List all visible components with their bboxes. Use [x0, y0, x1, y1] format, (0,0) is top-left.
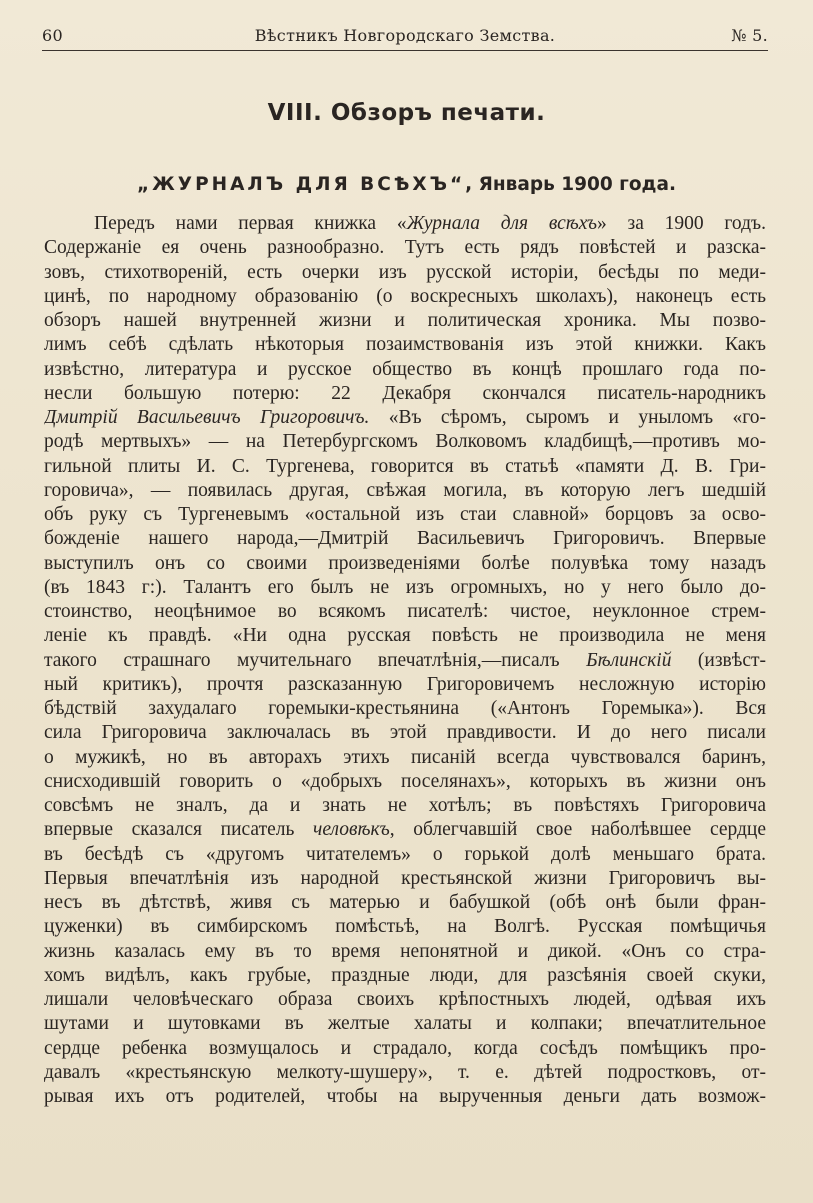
- text-segment: сила Григоровича заключалась въ этой правдивости. И до него писали: [44, 722, 766, 744]
- text-line: [44, 333, 766, 357]
- text-segment: леніе къ правдѣ. «Ни одна русская повѣсть не производила не меня: [44, 625, 766, 647]
- text-segment: извѣстно, литература и русское общество въ концѣ прошлаго года по-: [44, 358, 766, 380]
- text-segment: въ бесѣдѣ съ «другомъ читателемъ» о горькой долѣ меньшаго брата.: [44, 843, 766, 865]
- text-segment: горовича», — появилась другая, свѣжая могила, въ которую легъ шедшій: [44, 479, 766, 501]
- text-line: [44, 794, 766, 818]
- text-line: [44, 770, 766, 794]
- text-line: [44, 212, 766, 236]
- italic-text: Дмитрій Васильевичъ Григоровичъ.: [44, 407, 370, 428]
- text-segment: такого страшнаго мучительнаго впечатлѣнія,—писалъ: [44, 649, 587, 671]
- text-line: [44, 867, 766, 891]
- article-heading: [0, 174, 813, 195]
- text-line: [44, 697, 766, 721]
- text-segment: Содержаніе ея очень разнообразно. Тутъ есть рядъ повѣстей и разска-: [44, 237, 766, 259]
- text-line: [44, 891, 766, 915]
- text-line: [44, 382, 766, 406]
- text-segment: «Въ сѣромъ, сыромъ и уныломъ «го-: [369, 407, 766, 428]
- text-line: [44, 1061, 766, 1085]
- text-line: [44, 624, 766, 648]
- text-line: [44, 261, 766, 285]
- text-segment: божденіе нашего народа,—Дмитрій Васильевичъ Григоровичъ. Впервые: [44, 528, 766, 550]
- text-line: [44, 673, 766, 697]
- text-segment: несли большую потерю: 22 Декабря скончался писатель-народникъ: [44, 382, 766, 404]
- text-line: [44, 940, 766, 964]
- text-line: [44, 309, 766, 333]
- text-segment: лимъ себѣ сдѣлать нѣкоторыя позаимствованія изъ этой книжки. Какъ: [44, 334, 766, 356]
- text-line: [44, 503, 766, 527]
- text-segment: несъ въ дѣтствѣ, живя съ матерью и бабушкой (обѣ онѣ были фран-: [44, 892, 766, 913]
- text-segment: ный критикъ), прочтя разсказанную Григоровичемъ несложную исторію: [44, 673, 766, 695]
- text-segment: Первыя впечатлѣнія изъ народной крестьянской жизни Григоровичъ вы-: [44, 867, 766, 889]
- text-segment: впервые сказался писатель: [44, 819, 314, 841]
- text-segment: цуженки) въ симбирскомъ помѣстьѣ, на Волгѣ. Русская помѣщичья: [44, 916, 766, 938]
- text-line: [44, 479, 766, 503]
- text-segment: гильной плиты И. С. Тургенева, говорится въ статьѣ «памяти Д. В. Гри-: [44, 455, 766, 477]
- text-line: [44, 818, 766, 842]
- magazine-name: „ЖУРНАЛЪ ДЛЯ ВСѢХЪ“: [137, 174, 466, 195]
- text-segment: » за 1900 годъ.: [597, 213, 766, 234]
- text-line: [44, 1012, 766, 1036]
- text-segment: цинѣ, по народному образованію (о воскресныхъ школахъ), наконецъ есть: [44, 285, 766, 307]
- text-line: [44, 455, 766, 479]
- article-date: , Январь 1900 года.: [465, 174, 676, 195]
- text-line: [44, 915, 766, 939]
- text-segment: о мужикѣ, но въ авторахъ этихъ писаній всегда чувствовался баринъ,: [44, 746, 766, 768]
- text-line: [44, 236, 766, 260]
- text-line: [44, 843, 766, 867]
- text-line: [44, 600, 766, 624]
- text-segment: рывая ихъ отъ родителей, чтобы на вырученныя деньги дать возмож-: [44, 1086, 766, 1107]
- text-line: [44, 988, 766, 1012]
- text-segment: жизнь казалась ему въ то время непонятной и дикой. «Онъ со стра-: [44, 940, 766, 962]
- text-segment: давалъ «крестьянскую мелкоту-шушеру», т. е. дѣтей подростковъ, от-: [44, 1061, 766, 1083]
- text-segment: сердце ребенка возмущалось и страдало, когда сосѣдъ помѣщикъ про-: [44, 1037, 766, 1059]
- text-segment: , облегчавшій свое наболѣвшее сердце: [389, 819, 766, 841]
- text-segment: обзоръ нашей внутренней жизни и политическая хроника. Мы позво-: [44, 310, 766, 331]
- text-segment: хомъ видѣлъ, какъ грубые, праздные люди, для разсѣянія своей скуки,: [44, 964, 766, 986]
- section-title: VIII. Обзоръ печати.: [267, 100, 546, 126]
- text-line: [44, 1085, 766, 1109]
- italic-text: человѣкъ: [313, 819, 390, 841]
- text-line: [44, 285, 766, 309]
- text-line: [44, 576, 766, 600]
- text-line: [44, 552, 766, 576]
- text-line: [44, 964, 766, 988]
- page-number: 60: [42, 26, 63, 45]
- text-segment: (въ 1843 г:). Талантъ его былъ не изъ огромныхъ, но у него было до-: [44, 576, 766, 598]
- text-line: [44, 430, 766, 454]
- text-line: [44, 649, 766, 673]
- running-header: [42, 22, 768, 52]
- text-segment: выступилъ онъ со своими произведеніями болѣе полувѣка тому назадъ: [44, 552, 766, 574]
- text-segment: зовъ, стихотвореній, есть очерки изъ русской исторіи, бесѣды по меди-: [44, 261, 766, 283]
- header-rule: [42, 50, 768, 51]
- journal-title: Вѣстникъ Новгородскаго Земства.: [254, 26, 556, 45]
- text-segment: стоинство, неоцѣнимое во всякомъ писателѣ: чистое, неуклонное стрем-: [44, 601, 766, 622]
- text-line: [44, 527, 766, 551]
- issue-number: № 5.: [731, 26, 768, 45]
- italic-text: Бѣлинскій: [586, 649, 672, 671]
- text-segment: (извѣст-: [671, 649, 766, 671]
- text-segment: шутами и шутовками въ желтые халаты и колпаки; впечатлительное: [44, 1013, 766, 1035]
- text-line: [44, 746, 766, 770]
- text-segment: совсѣмъ не зналъ, да и знать не хотѣлъ; въ повѣстяхъ Григоровича: [44, 795, 766, 816]
- text-segment: снисходившій говорить о «добрыхъ поселянахъ», которыхъ въ жизни онъ: [44, 770, 766, 792]
- text-line: [44, 406, 766, 430]
- text-segment: Передъ нами первая книжка «: [94, 213, 407, 234]
- text-segment: родѣ мертвыхъ» — на Петербургскомъ Волковомъ кладбищѣ,—противъ мо-: [44, 431, 766, 453]
- article-body: [44, 212, 766, 1109]
- text-line: [44, 358, 766, 382]
- text-segment: лишали человѣческаго образа своихъ крѣпостныхъ людей, одѣвая ихъ: [44, 989, 766, 1010]
- text-line: [44, 721, 766, 745]
- text-segment: объ руку съ Тургеневымъ «остальной изъ стаи славной» борцовъ за осво-: [44, 504, 766, 525]
- text-segment: бѣдствій захудалаго горемыки-крестьянина («Антонъ Горемыка»). Вся: [44, 698, 766, 719]
- text-line: [44, 1037, 766, 1061]
- italic-text: Журнала для всѣхъ: [406, 213, 598, 234]
